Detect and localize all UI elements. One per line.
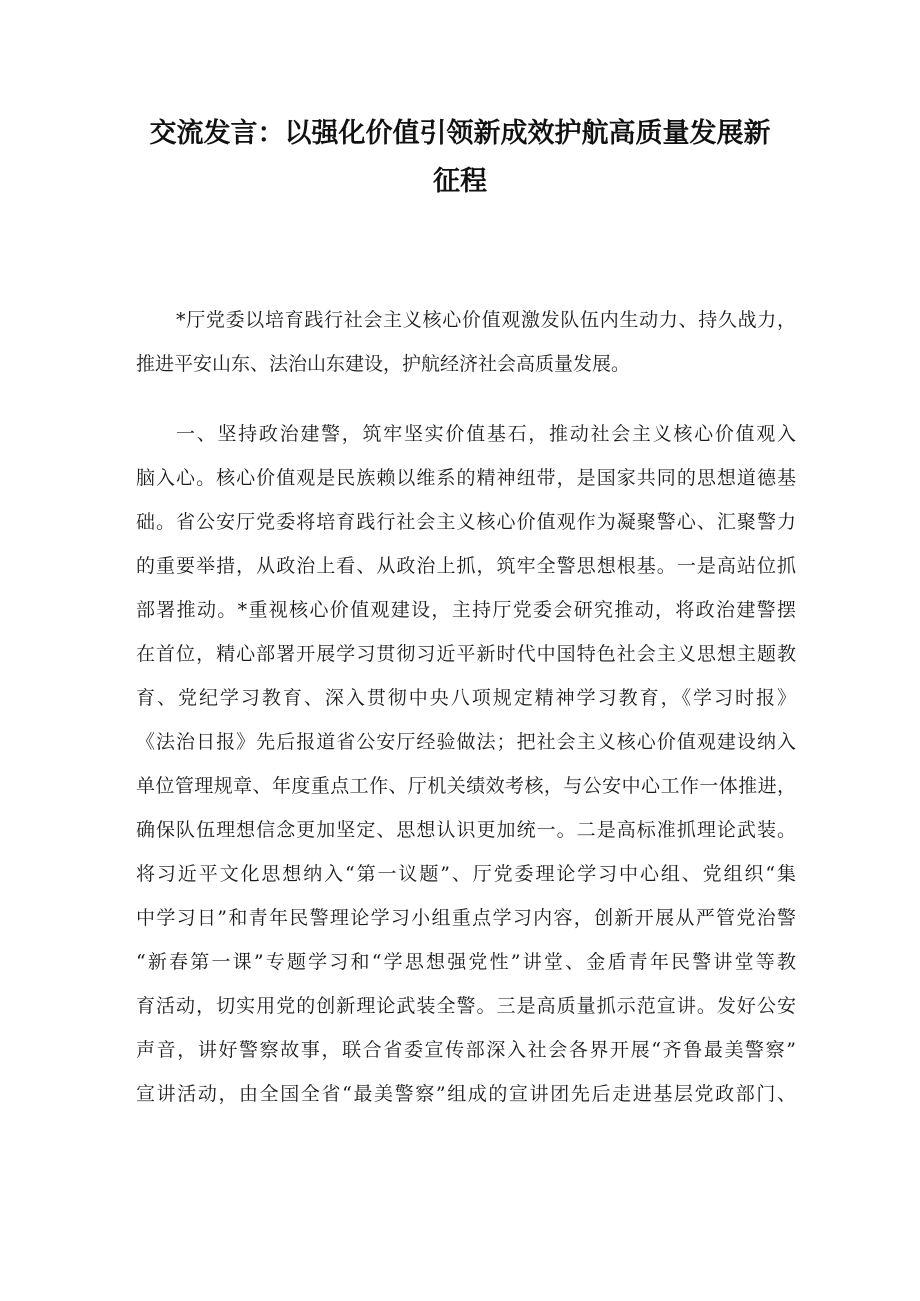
intro-line-1: *厅党委以培育践行社会主义核心价值观激发队伍内生动力、持久战力， bbox=[176, 309, 796, 331]
section-one-line-15: 声音，讲好警察故事，联合省委宣传部深入社会各界开展“齐鲁最美警察” bbox=[136, 1039, 796, 1061]
document-title-line-2: 征程 bbox=[433, 166, 487, 197]
section-one-line-9: 单位管理规章、年度重点工作、厅机关绩效考核，与公安中心工作一体推进， bbox=[136, 775, 796, 797]
section-one-line-2: 脑入心。核心价值观是民族赖以维系的精神纽带，是国家共同的思想道德基 bbox=[136, 467, 796, 489]
section-one-line-3: 础。省公安厅党委将培育践行社会主义核心价值观作为凝聚警心、汇聚警力 bbox=[136, 511, 796, 533]
section-one-line-11: 将习近平文化思想纳入“第一议题”、厅党委理论学习中心组、党组织“集 bbox=[136, 863, 796, 885]
section-one-line-13: “新春第一课”专题学习和“学思想强党性”讲堂、金盾青年民警讲堂等教 bbox=[136, 951, 796, 973]
section-one-line-5: 部署推动。*重视核心价值观建设，主持厅党委会研究推动，将政治建警摆 bbox=[136, 599, 796, 621]
section-one-line-10: 确保队伍理想信念更加坚定、思想认识更加统一。二是高标准抓理论武装。 bbox=[136, 819, 796, 841]
section-one-line-14: 育活动，切实用党的创新理论武装全警。三是高质量抓示范宣讲。发好公安 bbox=[136, 995, 796, 1017]
section-one-line-7: 育、党纪学习教育、深入贯彻中央八项规定精神学习教育，《学习时报》 bbox=[136, 687, 796, 709]
section-one-line-16: 宣讲活动，由全国全省“最美警察”组成的宣讲团先后走进基层党政部门、 bbox=[136, 1083, 796, 1105]
section-one-line-12: 中学习日”和青年民警理论学习小组重点学习内容，创新开展从严管党治警 bbox=[136, 907, 796, 929]
intro-line-2: 推进平安山东、法治山东建设，护航经济社会高质量发展。 bbox=[136, 353, 631, 375]
section-one-line-1: 一、坚持政治建警，筑牢坚实价值基石，推动社会主义核心价值观入 bbox=[176, 423, 796, 445]
document-title-line-1: 交流发言：以强化价值引领新成效护航高质量发展新 bbox=[149, 118, 771, 149]
section-one-line-8: 《法治日报》先后报道省公安厅经验做法；把社会主义核心价值观建设纳入 bbox=[136, 731, 796, 753]
section-one-line-6: 在首位，精心部署开展学习贯彻习近平新时代中国特色社会主义思想主题教 bbox=[136, 643, 796, 665]
section-one-line-4: 的重要举措，从政治上看、从政治上抓，筑牢全警思想根基。一是高站位抓 bbox=[136, 555, 796, 577]
